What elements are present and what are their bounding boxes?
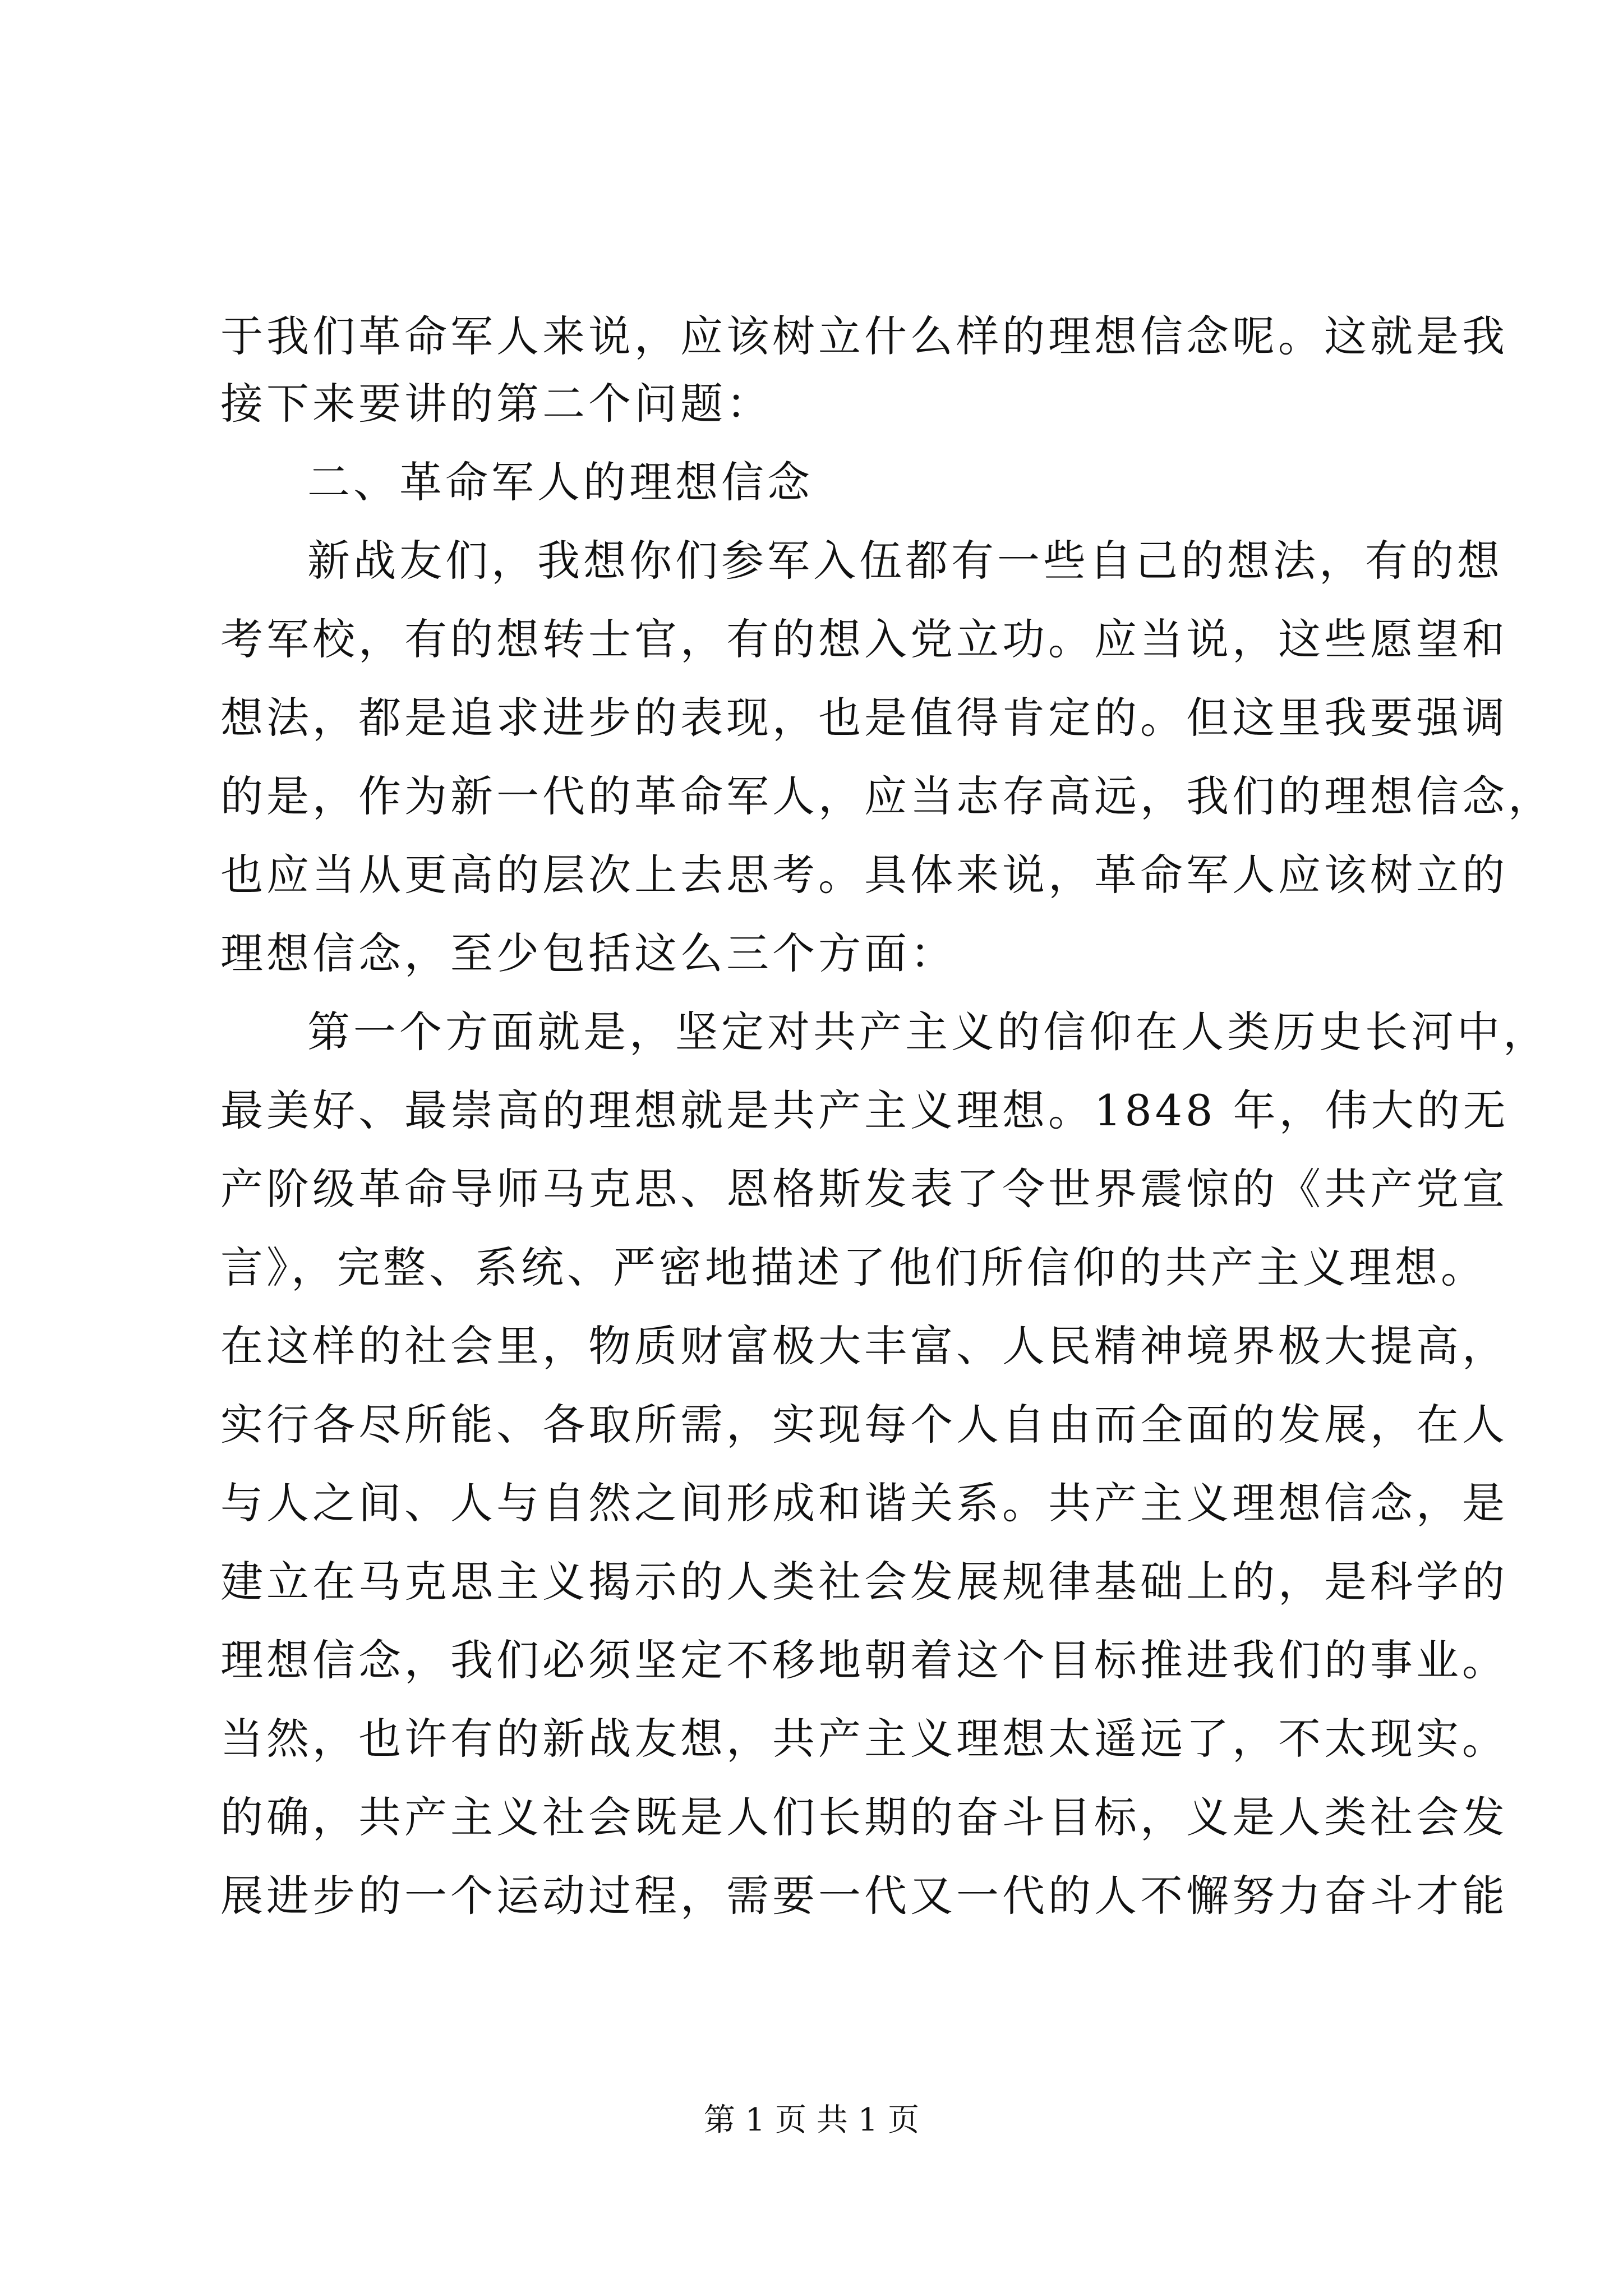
text-line-17: 建立在马克思主义揭示的人类社会发展规律基础上的，是科学的 bbox=[220, 1557, 1508, 1607]
text-line-14: 在这样的社会里，物质财富极大丰富、人民精神境界极大提高， bbox=[220, 1321, 1508, 1371]
text-line-16: 与人之间、人与自然之间形成和谐关系。共产主义理想信念，是 bbox=[220, 1478, 1508, 1528]
text-line-15: 实行各尽所能、各取所需，实现每个人自由而全面的发展，在人 bbox=[220, 1400, 1508, 1450]
text-line-12: 产阶级革命导师马克思、恩格斯发表了令世界震惊的《共产党宣 bbox=[220, 1164, 1508, 1214]
text-line-6: 想法，都是追求进步的表现，也是值得肯定的。但这里我要强调 bbox=[220, 693, 1508, 743]
text-line-19: 当然，也许有的新战友想，共产主义理想太遥远了，不太现实。 bbox=[220, 1714, 1508, 1764]
text-line-4: 新战友们，我想你们参军入伍都有一些自己的想法，有的想 bbox=[307, 536, 1503, 586]
text-line-18: 理想信念，我们必须坚定不移地朝着这个目标推进我们的事业。 bbox=[220, 1635, 1508, 1685]
page-footer: 第 1 页 共 1 页 bbox=[703, 2102, 920, 2138]
text-line-2: 接下来要讲的第二个问题： bbox=[220, 379, 772, 429]
text-line-20: 的确，共产主义社会既是人们长期的奋斗目标，义是人类社会发 bbox=[220, 1792, 1508, 1842]
text-line-7: 的是，作为新一代的革命军人，应当志存高远，我们的理想信念， bbox=[220, 771, 1554, 821]
section-heading: 二、革命军人的理想信念 bbox=[307, 457, 813, 507]
text-line-1: 于我们革命军人来说，应该树立什么样的理想信念呢。这就是我 bbox=[220, 311, 1508, 361]
text-line-5: 考军校，有的想转士官，有的想入党立功。应当说，这些愿望和 bbox=[220, 614, 1508, 664]
text-line-8: 也应当从更高的层次上去思考。具体来说，革命军人应该树立的 bbox=[220, 850, 1508, 900]
text-line-10: 第一个方面就是，坚定对共产主义的信仰在人类历史长河中， bbox=[307, 1007, 1549, 1057]
text-line-21: 展进步的一个运动过程，需要一代又一代的人不懈努力奋斗才能 bbox=[220, 1871, 1508, 1921]
text-line-13: 言》，完整、系统、严密地描述了他们所信仰的共产主义理想。 bbox=[220, 1243, 1487, 1292]
text-line-9: 理想信念，至少包括这么三个方面： bbox=[220, 928, 956, 978]
text-line-11: 最美好、最崇高的理想就是共产主义理想。1848 年，伟大的无 bbox=[220, 1085, 1509, 1135]
